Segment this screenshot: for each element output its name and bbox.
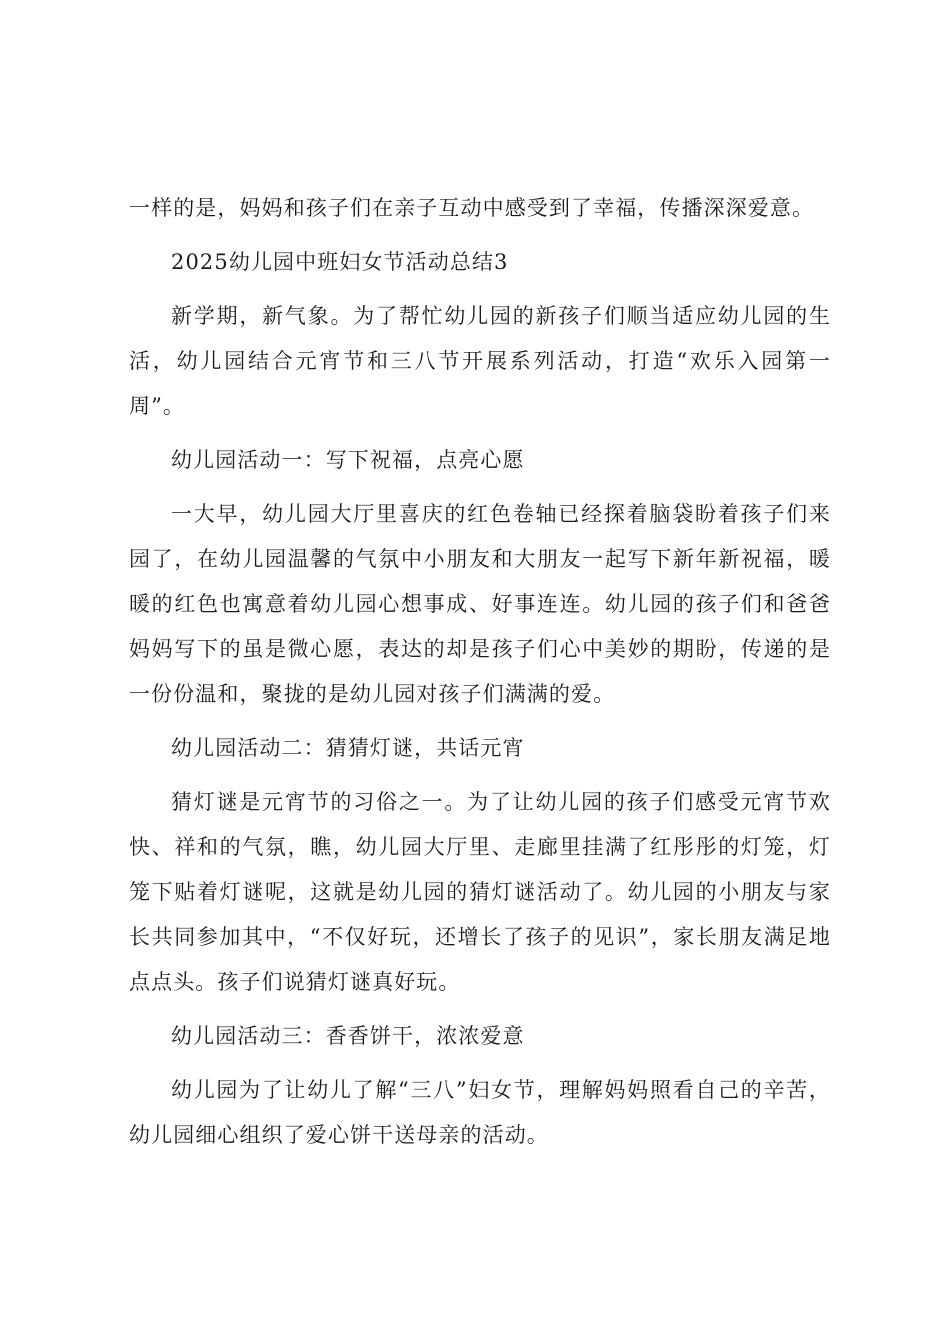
- activity-3-heading: 幼儿园活动三：香香饼干，浓浓爱意: [171, 1024, 525, 1048]
- activity-1-heading: 幼儿园活动一：写下祝福，点亮心愿: [171, 448, 525, 472]
- section-title: 2025幼儿园中班妇女节活动总结3: [171, 250, 509, 274]
- document-body: [129, 186, 831, 1167]
- paragraph-intro: 新学期，新气象。为了帮忙幼儿园的新孩子们顺当适应幼儿园的生活，幼儿园结合元宵节和三八节开展系列活动，打造“欢乐入园第一周”。: [129, 304, 831, 418]
- activity-3-paragraph: 幼儿园为了让幼儿了解“三八”妇女节，理解妈妈照看自己的辛苦，幼儿园细心组织了爱心饼干送母亲的活动。: [129, 1078, 831, 1147]
- paragraph-continuation: 一样的是，妈妈和孩子们在亲子互动中感受到了幸福，传播深深爱意。: [129, 196, 815, 220]
- activity-1-paragraph: 一大早，幼儿园大厅里喜庆的红色卷轴已经探着脑袋盼着孩子们来园了，在幼儿园温馨的气氛中小朋友和大朋友一起写下新年新祝福，暖暖的红色也寓意着幼儿园心想事成、好事连连。幼儿园的孩子们和爸爸妈妈写下的虽是微心愿，表达的却是孩子们心中美妙的期盼，传递的是一份份温和，聚拢的是幼儿园对孩子们满满的爱。: [129, 502, 831, 706]
- activity-2-paragraph: 猜灯谜是元宵节的习俗之一。为了让幼儿园的孩子们感受元宵节欢快、祥和的气氛，瞧，幼儿园大厅里、走廊里挂满了红彤彤的灯笼，灯笼下贴着灯谜呢，这就是幼儿园的猜灯谜活动了。幼儿园的小朋友与家长共同参加其中，“不仅好玩，还增长了孩子的见识”，家长朋友满足地点点头。孩子们说猜灯谜真好玩。: [129, 790, 831, 994]
- activity-2-heading: 幼儿园活动二：猜猜灯谜，共话元宵: [171, 736, 525, 760]
